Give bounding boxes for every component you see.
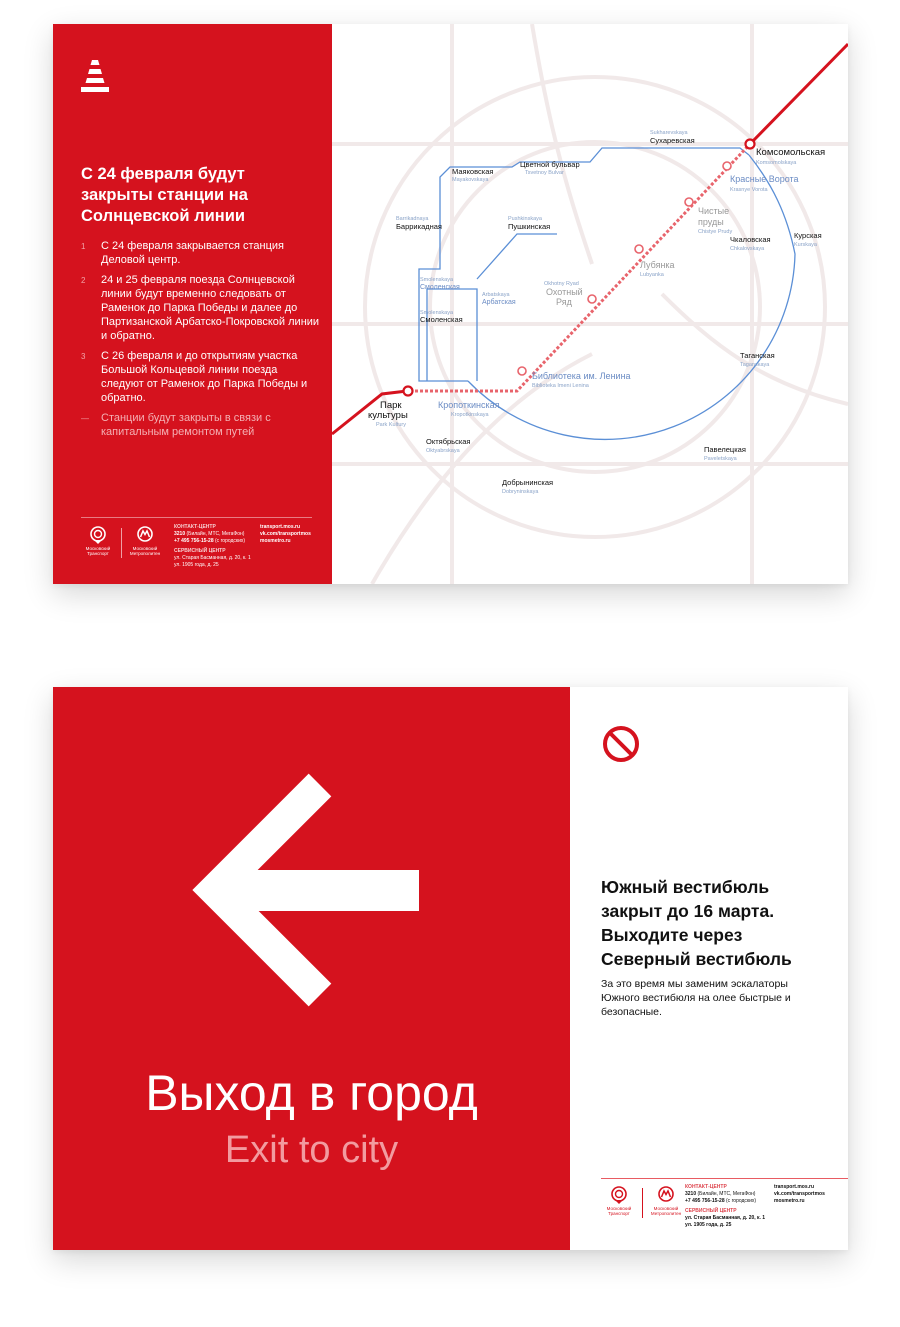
contact-header: КОНТАКТ-ЦЕНТР <box>174 524 216 530</box>
metro-logo <box>649 1186 683 1218</box>
station-komsomolskaya: Комсомольская <box>756 147 826 158</box>
item-text: С 26 февраля и до открытиям участка Большой Кольцевой линии поезда следуют от Раменок до Парка Победы и обратно. <box>101 350 308 404</box>
contact-info <box>174 524 251 569</box>
metro-logo <box>128 526 162 558</box>
link-transport[interactable]: transport.mos.ru <box>774 1184 815 1190</box>
transport-logo-caption: Московский Транспорт <box>606 1206 632 1216</box>
moscow-transport-logo-icon <box>89 526 107 544</box>
link-transport[interactable]: transport.mos.ru <box>260 524 301 530</box>
contact-phone-note: (с городских) <box>726 1198 757 1204</box>
link-vk[interactable]: vk.com/transportmos <box>774 1191 825 1197</box>
footer-divider <box>601 1178 848 1179</box>
service-header: СЕРВИСНЫЙ ЦЕНТР <box>174 548 226 554</box>
contact-short: 3210 <box>174 531 186 537</box>
links <box>260 524 311 545</box>
service-address: ул. Старая Басманная, д. 20, к. 1 <box>685 1215 766 1221</box>
station-sukharevskaya: Сухаревская <box>650 136 695 145</box>
map-background-lines <box>332 24 848 584</box>
footer-logos <box>602 1186 683 1218</box>
transport-logo <box>81 526 115 558</box>
contact-short-note: (Билайн, МТС, МегаФон) <box>697 1191 756 1197</box>
item-number: 2 <box>81 276 86 285</box>
station-pushkinskaya: Пушкинская <box>508 222 551 231</box>
ring-line <box>468 155 795 439</box>
station-dobryninskaya-lat: Dobryninskaya <box>502 489 539 495</box>
station-smolenskaya-1: Смоленская <box>420 284 460 291</box>
service-address: ул. Старая Басманная, д. 20, к. 1 <box>174 555 251 561</box>
station-kropotkinskaya: Кропоткинская <box>438 400 500 410</box>
service-header: СЕРВИСНЫЙ ЦЕНТР <box>685 1208 737 1214</box>
station-park-2: культуры <box>368 410 408 421</box>
station-mayakovskaya-lat: Mayakovskaya <box>452 177 489 183</box>
station-ohotny-2: Ряд <box>556 297 572 307</box>
traffic-cone-icon <box>81 60 109 92</box>
item-number: 1 <box>81 242 86 251</box>
arrow-left-icon <box>177 773 419 1007</box>
closure-message-line: Выходите через <box>601 925 743 945</box>
metro-map <box>332 24 848 584</box>
contact-phone: +7 495 756-15-28 <box>174 538 214 544</box>
station-komsomolskaya-lat: Komsomolskaya <box>756 160 797 166</box>
contact-header: КОНТАКТ-ЦЕНТР <box>685 1184 727 1190</box>
transport-logo-caption: Московский Транспорт <box>85 546 111 556</box>
no-entry-icon <box>602 725 640 763</box>
station-kropotkinskaya-lat: Kropotkinskaya <box>451 412 489 418</box>
transport-logo <box>602 1186 636 1218</box>
logo-separator <box>121 528 122 558</box>
links <box>774 1184 825 1205</box>
moscow-metro-logo-icon <box>657 1186 675 1204</box>
contact-phone: +7 495 756-15-28 <box>685 1198 725 1204</box>
station-chkalovskaya-lat: Chkalovskaya <box>730 246 765 252</box>
exit-panel <box>53 687 570 1250</box>
list-item <box>81 273 321 343</box>
station-lubyanka-lat: Lubyanka <box>640 272 664 278</box>
station-taganskaya: Таганская <box>740 351 775 360</box>
note-text: Станции будут закрыты в связи с капитальным ремонтом путей <box>101 412 271 438</box>
contact-phone-note: (с городских) <box>215 538 246 544</box>
closure-description: За это время мы заменим эскалаторы Южного вестибюля на олее быстрые и безопасные. <box>601 978 791 1018</box>
station-krasnye-lat: Krasnye Vorota <box>730 187 768 193</box>
item-text: С 24 февраля закрывается станция Деловой центр. <box>101 240 284 266</box>
branch-line-2 <box>477 234 557 279</box>
station-arbatskaya-lat: Arbatskaya <box>482 292 510 298</box>
station-barrikadnaya-lat: Barrikadnaya <box>396 216 429 222</box>
station-arbatskaya: Арбатская <box>482 299 516 306</box>
note-dash: — <box>81 414 89 423</box>
station-taganskaya-lat: Taganskaya <box>740 362 770 368</box>
exit-poster <box>53 687 848 1250</box>
link-metro[interactable]: mosmetro.ru <box>774 1198 805 1204</box>
station-kurskaya-lat: Kurskaya <box>794 242 817 248</box>
station-chistye-2: пруды <box>698 217 724 227</box>
station-kurskaya: Курская <box>794 231 822 240</box>
station-biblioteka: Библиотека им. Ленина <box>532 371 631 381</box>
metro-logo-caption: Московский Метрополитен <box>129 546 161 556</box>
item-text: 24 и 25 февраля поезда Солнцевской линии будут временно следовать от Раменок до Парка Победы и далее до Партизанской Арбатско-Покровской линии и обратно. <box>101 274 320 342</box>
station-tsvetnoy: Цветной бульвар <box>520 160 580 169</box>
service-address: ул. 1905 года, д. 25 <box>685 1222 732 1228</box>
service-address: ул. 1905 года, д. 25 <box>174 562 219 568</box>
footer-divider <box>81 517 312 518</box>
station-smolenskaya-1-lat: Smolenskaya <box>420 277 454 283</box>
station-paveletskaya-lat: Paveletskaya <box>704 456 737 462</box>
item-number: 3 <box>81 352 86 361</box>
link-vk[interactable]: vk.com/transportmos <box>260 531 311 537</box>
closure-poster <box>53 24 848 584</box>
station-oktyabrskaya-lat: Oktyabrskaya <box>426 448 460 454</box>
moscow-transport-logo-icon <box>610 1186 628 1204</box>
closure-note <box>81 411 321 439</box>
station-park-lat: Park Kultury <box>376 422 406 428</box>
station-chistye: Чистые <box>698 206 730 216</box>
poster-info-panel <box>53 24 332 584</box>
moscow-metro-logo-icon <box>136 526 154 544</box>
station-chkalovskaya: Чкаловская <box>730 235 771 244</box>
list-item <box>81 239 321 267</box>
station-sukharevskaya-lat: Sukharevskaya <box>650 130 688 136</box>
footer-logos <box>81 526 162 558</box>
station-oktyabrskaya: Октябрьская <box>426 437 471 446</box>
exit-title-en: Exit to city <box>224 1129 399 1171</box>
red-line-solid-end <box>750 44 848 144</box>
closure-list <box>81 239 321 445</box>
contact-short-note: (Билайн, МТС, МегаФон) <box>186 531 245 537</box>
station-krasnye: Красные Ворота <box>730 174 799 184</box>
link-metro[interactable]: mosmetro.ru <box>260 538 291 544</box>
exit-title-ru: Выход в город <box>145 1065 478 1121</box>
station-park: Парк <box>380 400 402 411</box>
closure-message-line: Южный вестибюль <box>601 877 770 897</box>
station-paveletskaya: Павелецкая <box>704 445 746 454</box>
station-smolenskaya-2: Смоленская <box>420 315 463 324</box>
closure-message <box>601 875 831 971</box>
station-smolenskaya-2-lat: Smolenskaya <box>420 310 454 316</box>
station-lubyanka: Лубянка <box>640 260 675 270</box>
list-item <box>81 349 321 405</box>
contact-short: 3210 <box>685 1191 697 1197</box>
station-ohotny: Охотный <box>546 287 583 297</box>
station-tsvetnoy-lat: Tsvetnoy Bulvar <box>525 170 564 176</box>
contact-info <box>685 1184 765 1229</box>
metro-logo-caption: Московский Метрополитен <box>650 1206 682 1216</box>
poster-title: С 24 февраля будут закрыты станции на Солнцевской линии <box>81 165 248 225</box>
logo-separator <box>642 1188 643 1218</box>
station-dobryninskaya: Добрынинская <box>502 478 554 487</box>
station-ohotny-lat: Okhotny Ryad <box>544 281 579 287</box>
station-pushkinskaya-lat: Pushkinskaya <box>508 216 542 222</box>
station-chistye-lat: Chistye Prudy <box>698 229 733 235</box>
closure-message-line: Северный вестибюль <box>601 949 792 969</box>
station-barrikadnaya: Баррикадная <box>396 222 442 231</box>
station-biblioteka-lat: Biblioteka Imeni Lenina <box>532 383 589 389</box>
closure-message-line: закрыт до 16 марта. <box>601 901 775 921</box>
station-mayakovskaya: Маяковская <box>452 167 494 176</box>
